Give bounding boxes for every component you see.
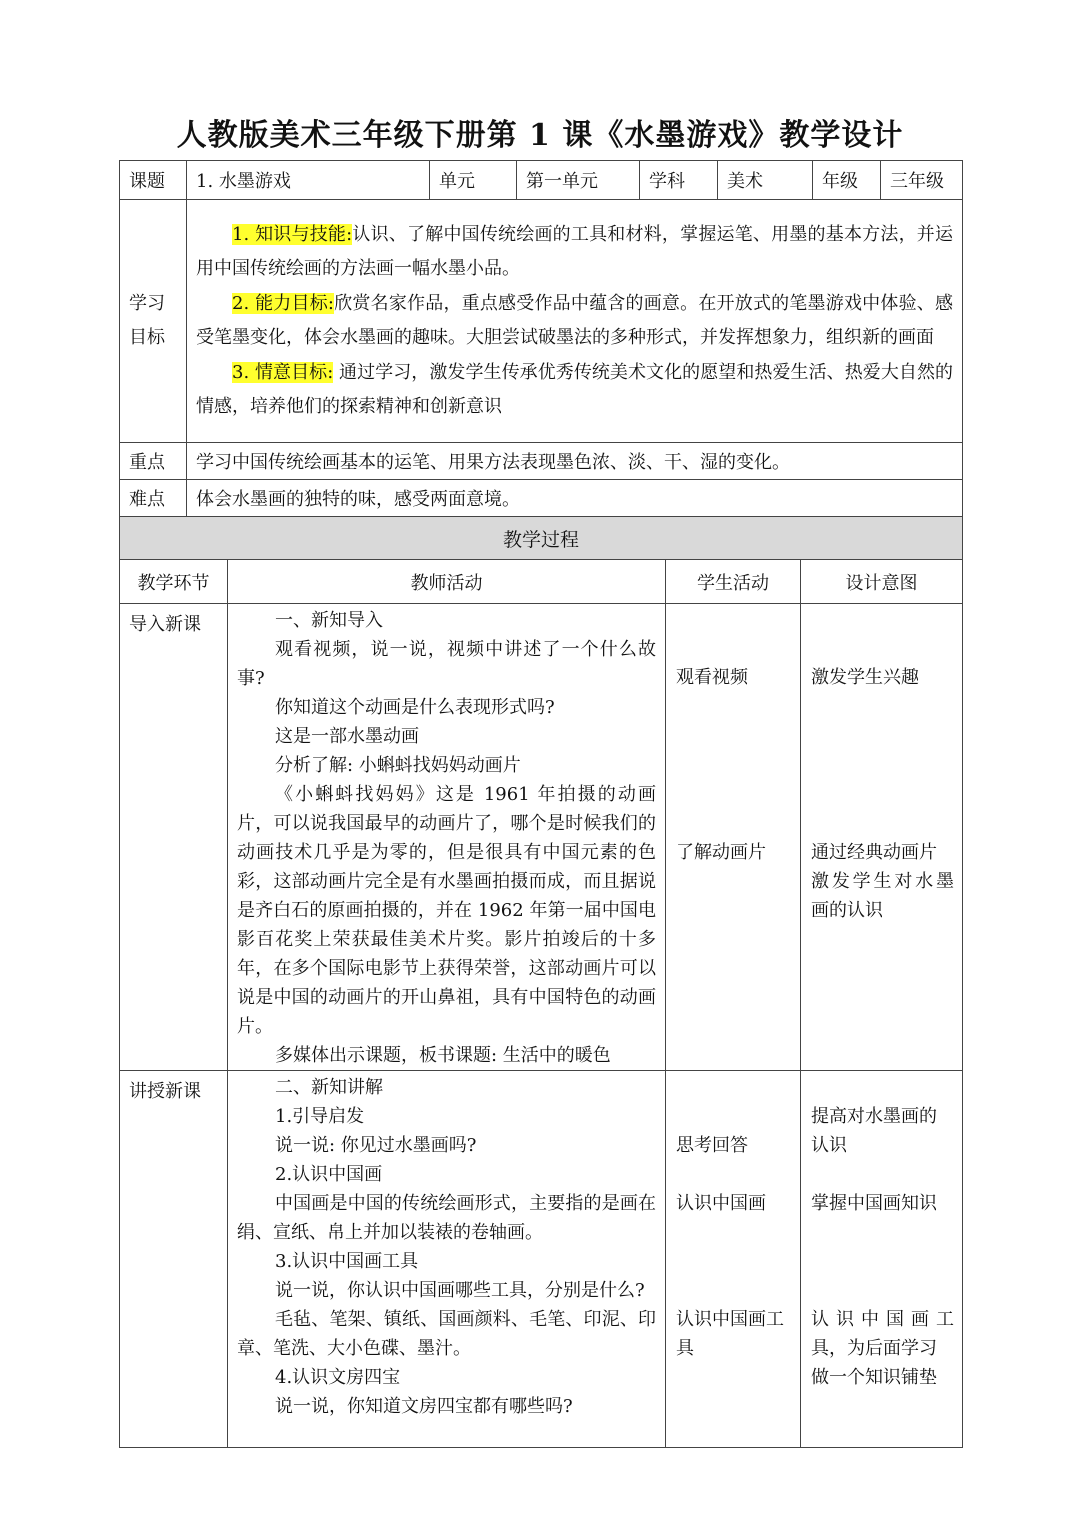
- column-intent: 设计意图: [801, 560, 963, 604]
- teach-student-1: 思考回答: [676, 1135, 748, 1156]
- teach-student-2: 认识中国画: [676, 1193, 766, 1214]
- intro-intent-2: 通过经典动画片: [811, 842, 937, 863]
- difficulty-row: [120, 480, 963, 517]
- knowledge-objective: [196, 218, 953, 287]
- intro-student-2: 了解动画片: [676, 842, 766, 863]
- intro-line: 多媒体出示课题，板书课题: 生活中的暖色: [275, 1045, 611, 1066]
- intro-line: 分析了解: 小蝌蚪找妈妈动画片: [275, 755, 521, 776]
- intro-student-activity: [666, 604, 801, 1071]
- teach-student-3: 认识中国画工: [676, 1309, 784, 1330]
- grade-label: 年级: [813, 161, 881, 200]
- difficulty-label: 难点: [120, 480, 187, 517]
- teach-intent-3: 具，为后面学习: [811, 1338, 937, 1359]
- process-columns-row: [120, 560, 963, 604]
- difficulty-text: 体会水墨画的独特的味，感受两面意境。: [187, 480, 963, 517]
- intro-design-intent: [801, 604, 963, 1071]
- intro-stage: [120, 604, 228, 1071]
- teach-student-activity: [666, 1071, 801, 1448]
- document-title: 人教版美术三年级下册第 1 课《水墨游戏》教学设计: [176, 118, 904, 153]
- lesson-info-table: [119, 160, 963, 517]
- teach-line: 4.认识文房四宝: [275, 1367, 401, 1388]
- column-stage: 教学环节: [120, 560, 228, 604]
- teach-intent-1: 认识: [811, 1135, 847, 1156]
- intro-stage-label: 导入新课: [129, 614, 201, 635]
- unit-label: 单元: [430, 161, 517, 200]
- emotion-objective: [196, 356, 953, 425]
- teach-line: 毛毡、笔架、镇纸、国画颜料、毛笔、印泥、印章、笔洗、大小色碟、墨汁。: [237, 1309, 656, 1359]
- knowledge-heading: 1. 知识与技能:: [232, 223, 353, 245]
- intro-intent-2: 画的认识: [811, 900, 883, 921]
- teaching-process-table: [119, 516, 963, 1448]
- intro-student-1: 观看视频: [676, 667, 748, 688]
- grade-value: 三年级: [881, 161, 963, 200]
- column-teacher: 教师活动: [228, 560, 666, 604]
- objectives-label-line1: 学习: [129, 292, 165, 314]
- emotion-text: 通过学习，激发学生传承优秀传统美术文化的愿望和热爱生活、热爱大自然的情感，培养他们的探索精神和创新意识: [196, 361, 953, 417]
- intro-line: 一、新知导入: [275, 610, 383, 631]
- info-row: [120, 161, 963, 200]
- key-point-text: 学习中国传统绘画基本的运笔、用果方法表现墨色浓、淡、干、湿的变化。: [187, 443, 963, 480]
- teach-intent-2: 掌握中国画知识: [811, 1193, 937, 1214]
- intro-row: [120, 604, 963, 1071]
- lesson-value: 1. 水墨游戏: [187, 161, 430, 200]
- teach-student-3: 具: [676, 1338, 694, 1359]
- ability-heading: 2. 能力目标:: [232, 292, 334, 314]
- intro-teacher-activity: [228, 604, 666, 1071]
- emotion-heading: 3. 情意目标:: [232, 361, 334, 383]
- teach-design-intent: [801, 1071, 963, 1448]
- intro-intent-1: 激发学生兴趣: [811, 667, 919, 688]
- ability-objective: [196, 287, 953, 356]
- objectives-label: [120, 200, 187, 443]
- objectives-row: [120, 200, 963, 443]
- teach-line: 3.认识中国画工具: [275, 1251, 419, 1272]
- teach-line: 说一说，你知道文房四宝都有哪些吗?: [275, 1396, 573, 1417]
- teach-line: 说一说，你认识中国画哪些工具，分别是什么?: [275, 1280, 645, 1301]
- teach-line: 说一说: 你见过水墨画吗?: [275, 1135, 477, 1156]
- teach-line: 二、新知讲解: [275, 1077, 383, 1098]
- teach-intent-3: 做一个知识铺垫: [811, 1367, 937, 1388]
- intro-line: 你知道这个动画是什么表现形式吗?: [275, 697, 555, 718]
- ability-text: 欣赏名家作品，重点感受作品中蕴含的画意。在开放式的笔墨游戏中体验、感受笔墨变化，体会水墨画的趣味。大胆尝试破墨法的多种形式，并发挥想象力，组织新的画面: [196, 292, 953, 348]
- intro-intent-2: 激发学生对水墨: [811, 871, 955, 892]
- teach-stage-label: 讲授新课: [129, 1081, 201, 1102]
- teach-line: 1.引导启发: [275, 1106, 365, 1127]
- teach-teacher-activity: [228, 1071, 666, 1448]
- intro-line: 这是一部水墨动画: [275, 726, 419, 747]
- objectives-content: [187, 200, 963, 443]
- subject-value: 美术: [718, 161, 813, 200]
- teach-line: 2.认识中国画: [275, 1164, 383, 1185]
- teach-intent-1: 提高对水墨画的: [811, 1106, 937, 1127]
- intro-line: 《小蝌蚪找妈妈》这是 1961 年拍摄的动画片，可以说我国最早的动画片了，哪个是时候我们的动画技术几乎是为零的，但是很具有中国元素的色彩，这部动画片完全是有水墨画拍摄而成，而且据说是齐白石的原画拍摄的，并在 1962 年第一届中国电影百花奖上荣获最佳美术片奖。影片拍竣后的十多年，在多个国际电影节上获得荣誉，这部动画片可以说是中国的动画片的开山鼻祖，具有中国特色的动画片。: [237, 784, 656, 1037]
- intro-line: 观看视频，说一说，视频中讲述了一个什么故事?: [237, 639, 656, 689]
- teach-row: [120, 1071, 963, 1448]
- knowledge-text: 认识、了解中国传统绘画的工具和材料，掌握运笔、用墨的基本方法，并运用中国传统绘画的方法画一幅水墨小品。: [196, 223, 953, 279]
- subject-label: 学科: [640, 161, 718, 200]
- lesson-label: 课题: [120, 161, 187, 200]
- column-student: 学生活动: [666, 560, 801, 604]
- key-point-label: 重点: [120, 443, 187, 480]
- objectives-label-line2: 目标: [129, 327, 165, 348]
- process-heading: 教学过程: [120, 517, 963, 560]
- key-point-row: [120, 443, 963, 480]
- teach-intent-3: 认识中国画工: [811, 1309, 955, 1330]
- teach-line: 中国画是中国的传统绘画形式，主要指的是画在绢、宣纸、帛上并加以装裱的卷轴画。: [237, 1193, 656, 1243]
- unit-value: 第一单元: [517, 161, 640, 200]
- teach-stage: [120, 1071, 228, 1448]
